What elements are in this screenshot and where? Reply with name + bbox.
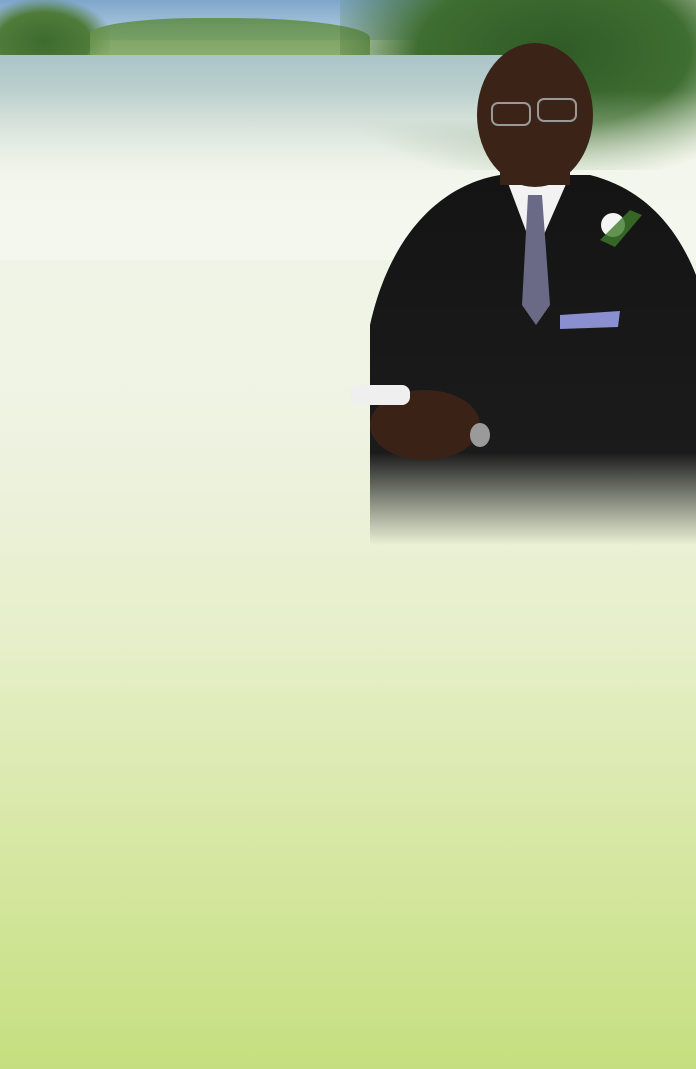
watch xyxy=(470,423,490,447)
shirt-cuff xyxy=(350,385,410,405)
portrait-photo xyxy=(330,25,696,545)
trees-mid xyxy=(90,18,370,58)
